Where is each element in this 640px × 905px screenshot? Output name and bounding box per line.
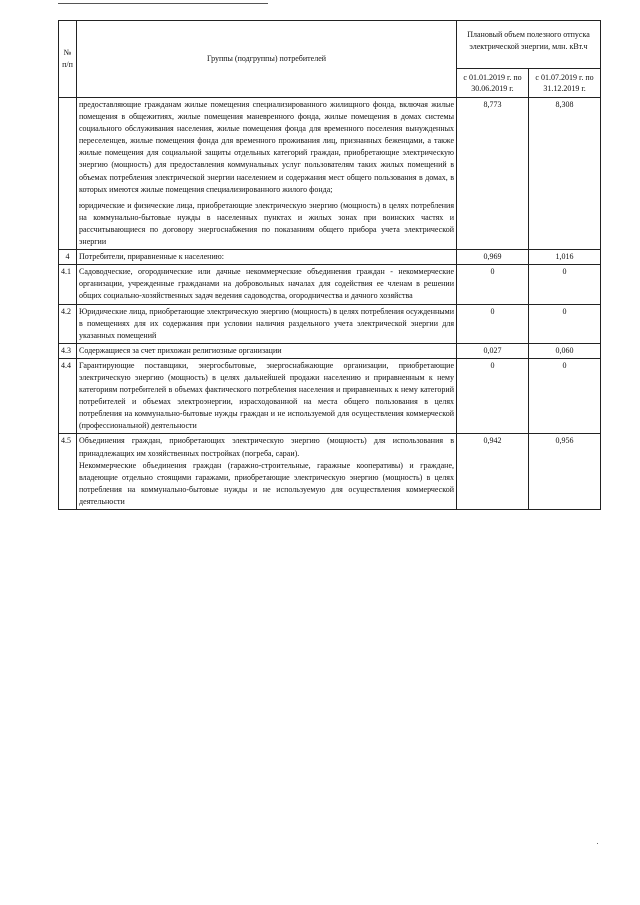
header-period-1: с 01.01.2019 г. по 30.06.2019 г.: [457, 69, 529, 98]
table-row: [59, 434, 601, 510]
row-description: Гарантирующие поставщики, энергосбытовые, энергоснабжающие организации, приобретающие электрическую энергию (мощность) в целях дальнейшей продажи населению и приравненным к нему категориям потребителей в объемах фактического потребления населения и приравненных к нему категорий потребителей и объемах электроэнергии, израсходованной на места общего пользования в целях потребления на коммунально-бытовые нужды граждан и не используемой для осуществления коммерческой (профессиональной) деятельности: [77, 358, 457, 434]
row-value-h1: 0,942: [457, 434, 529, 510]
table-row: [59, 343, 601, 358]
row-num: 4.2: [59, 304, 77, 343]
row-text: юридические и физические лица, приобретающие электрическую энергию (мощность) в целях потребления на коммунально-бытовые нужды в населенных пунктах и жилых зонах при воинских частях и рассчитывающиеся по договору энергоснабжения по показаниям общего прибора учета электрической энергии: [79, 200, 454, 247]
row-num: 4.1: [59, 265, 77, 304]
row-value-h1: 0: [457, 358, 529, 434]
row-value-h2: 8,308: [529, 98, 601, 250]
row-num: 4: [59, 250, 77, 265]
row-description: [77, 98, 457, 250]
scan-speck: [597, 843, 598, 844]
row-num: 4.4: [59, 358, 77, 434]
row-description: Садоводческие, огороднические или дачные некоммерческие объединения граждан - некоммерческие организации, учрежденные гражданами на добровольных началах для содействия ее членам в решении общих социально-хозяйственных задач ведения садоводства, огородничества и дачного хозяйства: [77, 265, 457, 304]
table-row: [59, 304, 601, 343]
row-value-h1: 0: [457, 304, 529, 343]
row-value-h1: 0: [457, 265, 529, 304]
top-rule: [58, 3, 268, 4]
row-value-h2: 1,016: [529, 250, 601, 265]
header-plan: Плановый объем полезного отпуска электрической энергии, млн. кВт.ч: [457, 21, 601, 69]
row-value-h2: 0: [529, 265, 601, 304]
header-num: № п/п: [59, 21, 77, 98]
header-groups: Группы (подгруппы) потребителей: [77, 21, 457, 98]
row-value-h2: 0,060: [529, 343, 601, 358]
row-description: Содержащиеся за счет прихожан религиозные организации: [77, 343, 457, 358]
row-value-h2: 0,956: [529, 434, 601, 510]
row-num: [59, 98, 77, 250]
row-description: Юридические лица, приобретающие электрическую энергию (мощность) в целях потребления осужденными в помещениях для их содержания при условии наличия раздельного учета электрической энергии для указанных помещений: [77, 304, 457, 343]
row-num: 4.5: [59, 434, 77, 510]
table-row: [59, 250, 601, 265]
row-value-h1: 0,969: [457, 250, 529, 265]
row-num: 4.3: [59, 343, 77, 358]
header-period-2: с 01.07.2019 г. по 31.12.2019 г.: [529, 69, 601, 98]
consumer-groups-table: [58, 20, 601, 510]
row-description: [77, 434, 457, 510]
row-value-h2: 0: [529, 304, 601, 343]
table-row: [59, 265, 601, 304]
row-value-h1: 0,027: [457, 343, 529, 358]
row-description: Потребители, приравненные к населению:: [77, 250, 457, 265]
row-text: Некоммерческие объединения граждан (гаражно-строительные, гаражные кооперативы) и граждане, владеющие отдельно стоящими гаражами, приобретающие электрическую энергию (мощность) в целях потребления на коммунально-бытовые нужды и не используемую для осуществления коммерческой деятельности: [79, 460, 454, 506]
table-row: [59, 98, 601, 250]
row-text: Объединения граждан, приобретающих электрическую энергию (мощность) для использования в принадлежащих им хозяйственных постройках (погреба, сараи).: [79, 436, 454, 458]
table-header-row: [59, 21, 601, 69]
row-value-h2: 0: [529, 358, 601, 434]
table-row: [59, 358, 601, 434]
row-value-h1: 8,773: [457, 98, 529, 250]
row-text: предоставляющие гражданам жилые помещения специализированного жилищного фонда, включая жилые помещения в общежитиях, жилые помещения маневренного фонда, жилые помещения в домах системы социального обслуживания населения, жилые помещения фонда для временного поселения вынужденных переселенцев, жилые помещения фонда для временного проживания лиц, признанных беженцами, а также жилые помещения для социальной защиты отдельных категорий граждан, приобретающие электрическую энергию (мощность) для предоставления коммунальных услуг пользователям таких жилых помещений в объемах потребления электрической энергии населением и содержания мест общего пользования в домах, в которых имеются жилые помещения специализированного жилого фонда;: [79, 100, 454, 194]
